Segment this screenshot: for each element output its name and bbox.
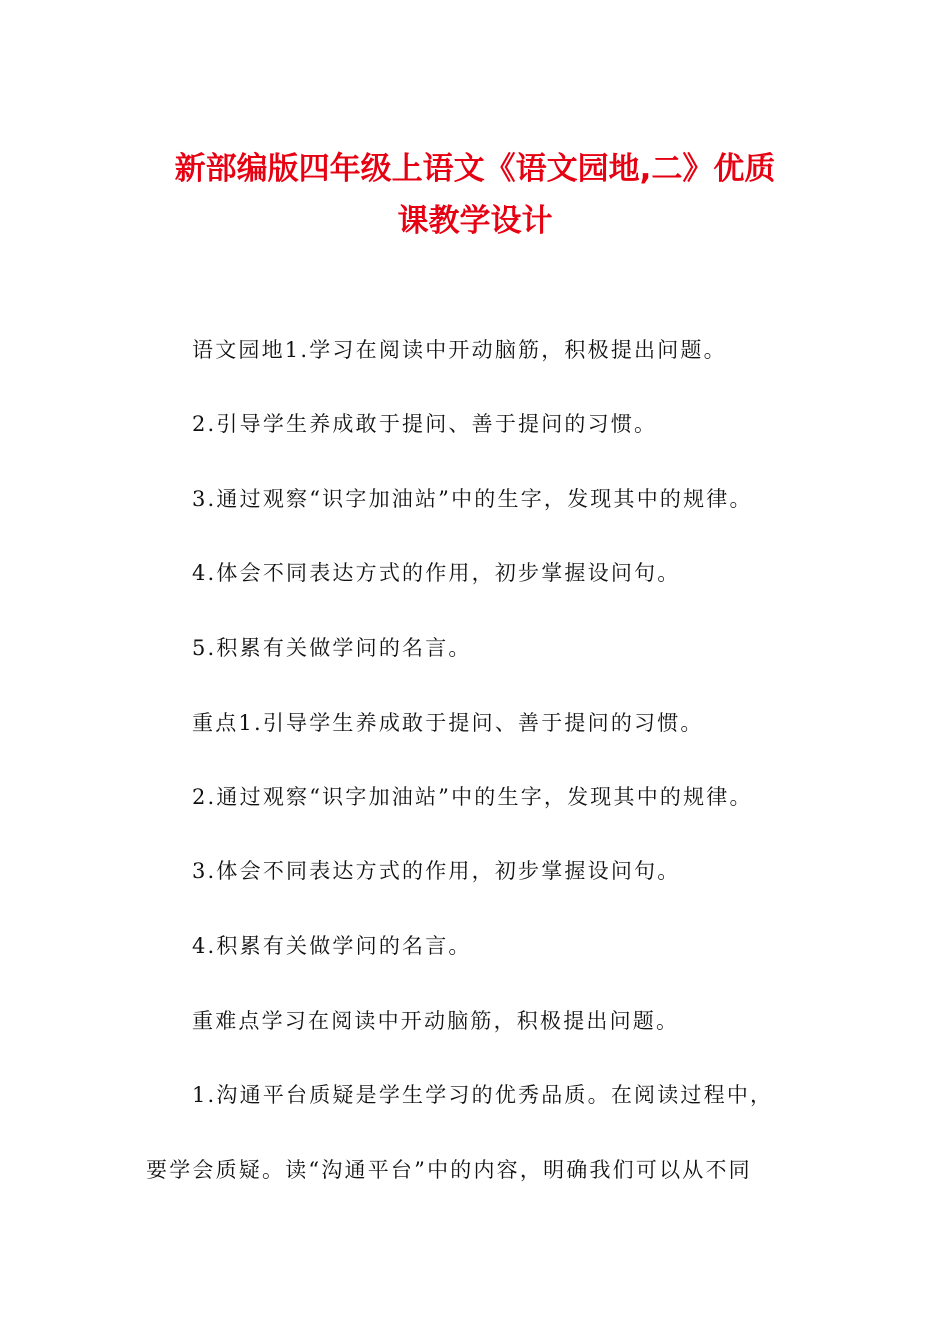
paragraph-12: 要学会质疑。读“沟通平台”中的内容，明确我们可以从不同 bbox=[146, 1158, 752, 1182]
paragraph-5: 5.积累有关做学问的名言。 bbox=[192, 636, 472, 660]
paragraph-8: 3.体会不同表达方式的作用，初步掌握设问句。 bbox=[192, 859, 681, 883]
paragraph-10: 重难点学习在阅读中开动脑筋，积极提出问题。 bbox=[192, 1009, 680, 1033]
paragraph-6: 重点1.引导学生养成敢于提问、善于提问的习惯。 bbox=[192, 711, 704, 735]
paragraph-3: 3.通过观察“识字加油站”中的生字，发现其中的规律。 bbox=[192, 487, 753, 511]
paragraph-7: 2.通过观察“识字加油站”中的生字，发现其中的规律。 bbox=[192, 785, 753, 809]
paragraph-1: 语文园地1.学习在阅读中开动脑筋，积极提出问题。 bbox=[192, 338, 727, 362]
document-title bbox=[110, 143, 840, 247]
paragraph-4: 4.体会不同表达方式的作用，初步掌握设问句。 bbox=[192, 561, 681, 585]
paragraph-2: 2.引导学生养成敢于提问、善于提问的习惯。 bbox=[192, 412, 658, 436]
paragraph-11: 1.沟通平台质疑是学生学习的优秀品质。在阅读过程中， bbox=[192, 1083, 774, 1107]
title-line-2: 课教学设计 bbox=[397, 203, 553, 239]
paragraph-9: 4.积累有关做学问的名言。 bbox=[192, 934, 472, 958]
title-line-1: 新部编版四年级上语文《语文园地,二》优质 bbox=[174, 151, 776, 187]
